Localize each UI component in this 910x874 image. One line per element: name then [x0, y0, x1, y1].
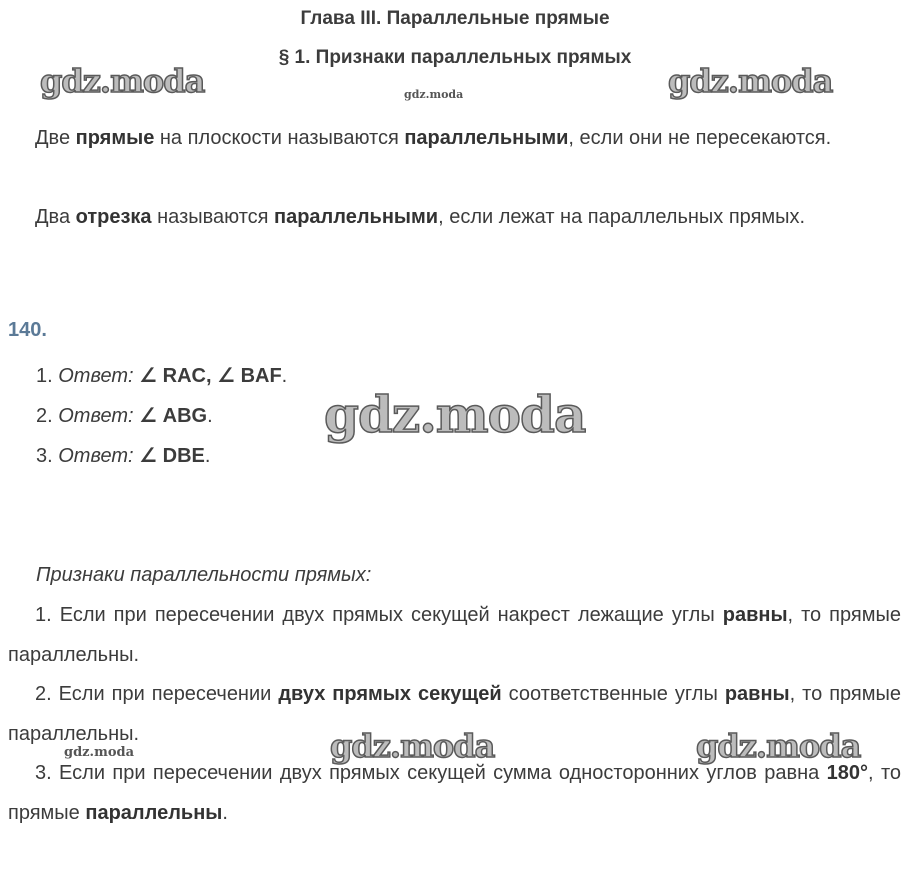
- answer-2: 2. Ответ: ∠ ABG.: [36, 405, 213, 427]
- answer-3: 3. Ответ: ∠ DBE.: [36, 445, 211, 467]
- criterion-2: 2. Если при пересечении двух прямых секущей соответственные углы равны, то прямые параллельны.: [8, 683, 902, 745]
- criterion-1: 1. Если при пересечении двух прямых секущей накрест лежащие углы равны, то прямые параллельны.: [8, 604, 901, 666]
- exercise-number: 140.: [8, 319, 47, 341]
- criterion-3: 3. Если при пересечении двух прямых секущей сумма односторонних углов равна 180°, то прямые параллельны.: [8, 762, 902, 824]
- watermark-small-bottom: gdz.moda: [64, 745, 135, 760]
- watermark-center: gdz.moda: [324, 385, 586, 444]
- criteria-title: Признаки параллельности прямых:: [36, 564, 372, 586]
- watermark-small-top: gdz.moda: [404, 88, 464, 101]
- watermark-bottom-right: gdz.moda: [696, 727, 861, 765]
- definition-segments: Два отрезка называются параллельными, если лежат на параллельных прямых.: [35, 206, 806, 228]
- watermark-top-left: gdz.moda: [40, 62, 205, 100]
- definition-lines: Две прямые на плоскости называются параллельными, если они не пересекаются.: [35, 127, 832, 149]
- answer-1: 1. Ответ: ∠ RAC, ∠ BAF.: [36, 365, 288, 387]
- chapter-title: Глава III. Параллельные прямые: [300, 8, 610, 29]
- watermark-top-right: gdz.moda: [668, 62, 833, 100]
- section-title: § 1. Признаки параллельных прямых: [278, 47, 632, 68]
- watermark-bottom-center: gdz.moda: [330, 727, 495, 765]
